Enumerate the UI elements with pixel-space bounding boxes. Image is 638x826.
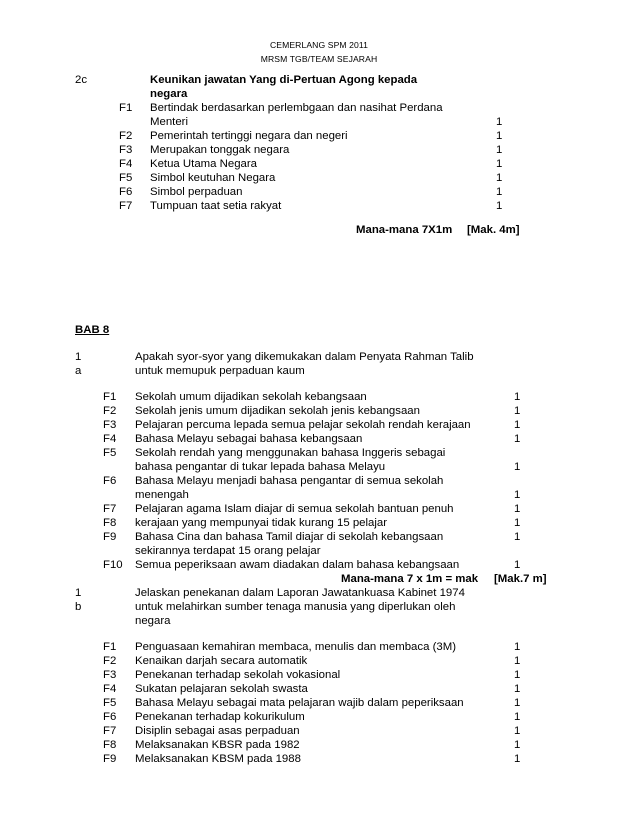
answer-text-line: Melaksanakan KBSR pada 1982 bbox=[135, 739, 300, 751]
answer-text-line: Disiplin sebagai asas perpaduan bbox=[135, 725, 300, 737]
answer-code: F3 bbox=[103, 669, 117, 681]
answer-code: F6 bbox=[103, 475, 117, 487]
answer-mark: 1 bbox=[514, 711, 521, 723]
answer-text-line: Bahasa Cina dan bahasa Tamil diajar di sekolah kebangsaan bbox=[135, 531, 444, 543]
answer-code: F7 bbox=[103, 725, 117, 737]
answer-mark: 1 bbox=[514, 739, 521, 751]
answer-mark: 1 bbox=[514, 725, 521, 737]
answer-mark: 1 bbox=[514, 683, 521, 695]
answer-text-line: Semua peperiksaan awam diadakan dalam bahasa kebangsaan bbox=[135, 559, 460, 571]
question-part: b bbox=[75, 601, 82, 613]
answer-code: F7 bbox=[119, 200, 133, 212]
answer-text-line: Merupakan tonggak negara bbox=[150, 144, 290, 156]
answer-mark: 1 bbox=[496, 144, 503, 156]
answer-text-line: Menteri bbox=[150, 116, 188, 128]
answer-code: F9 bbox=[103, 753, 117, 765]
answer-mark: 1 bbox=[514, 559, 521, 571]
answer-mark: 1 bbox=[514, 697, 521, 709]
answer-text-line: Penekanan terhadap sekolah vokasional bbox=[135, 669, 341, 681]
answer-mark: 1 bbox=[496, 130, 503, 142]
answer-mark: 1 bbox=[496, 186, 503, 198]
answer-code: F6 bbox=[103, 711, 117, 723]
answer-code: F7 bbox=[103, 503, 117, 515]
answer-text-line: bahasa pengantar di tukar lepada bahasa Melayu bbox=[135, 461, 386, 473]
answer-code: F1 bbox=[103, 641, 117, 653]
answer-mark: 1 bbox=[514, 669, 521, 681]
scoring-summary: Mana-mana 7 x 1m = mak bbox=[341, 573, 479, 585]
answer-mark: 1 bbox=[514, 461, 521, 473]
answer-code: F4 bbox=[103, 683, 117, 695]
answer-mark: 1 bbox=[514, 517, 521, 529]
question-number: 1 bbox=[75, 587, 82, 599]
answer-mark: 1 bbox=[514, 503, 521, 515]
header-line-1: CEMERLANG SPM 2011 bbox=[269, 40, 369, 50]
answer-code: F2 bbox=[103, 655, 117, 667]
question-number: 2c bbox=[75, 74, 88, 86]
answer-mark: 1 bbox=[514, 405, 521, 417]
answer-code: F8 bbox=[103, 739, 117, 751]
answer-text-line: sekirannya terdapat 15 orang pelajar bbox=[135, 545, 321, 557]
answer-text-line: Sukatan pelajaran sekolah swasta bbox=[135, 683, 308, 695]
answer-mark: 1 bbox=[514, 753, 521, 765]
answer-code: F1 bbox=[103, 391, 117, 403]
answer-mark: 1 bbox=[514, 419, 521, 431]
answer-code: F8 bbox=[103, 517, 117, 529]
answer-text-line: Simbol perpaduan bbox=[150, 186, 243, 198]
answer-text-line: Pemerintah tertinggi negara dan negeri bbox=[150, 130, 348, 142]
question-text-line: negara bbox=[135, 615, 171, 627]
question-text-line: Jelaskan penekanan dalam Laporan Jawatankuasa Kabinet 1974 bbox=[135, 587, 465, 599]
scoring-summary: Mana-mana 7X1m bbox=[356, 224, 453, 236]
question-text-line: Apakah syor-syor yang dikemukakan dalam Penyata Rahman Talib bbox=[135, 351, 474, 363]
answer-mark: 1 bbox=[496, 172, 503, 184]
answer-text-line: Ketua Utama Negara bbox=[150, 158, 258, 170]
answer-text-line: Bahasa Melayu menjadi bahasa pengantar di semua sekolah bbox=[135, 475, 444, 487]
answer-text-line: Bahasa Melayu sebagai bahasa kebangsaan bbox=[135, 433, 363, 445]
question-text-line: untuk memupuk perpaduan kaum bbox=[135, 365, 305, 377]
answer-mark: 1 bbox=[514, 433, 521, 445]
answer-code: F4 bbox=[119, 158, 133, 170]
answer-mark: 1 bbox=[514, 391, 521, 403]
answer-text-line: menengah bbox=[135, 489, 189, 501]
header-line-2: MRSM TGB/TEAM SEJARAH bbox=[260, 54, 378, 64]
answer-text-line: Penekanan terhadap kokurikulum bbox=[135, 711, 305, 723]
answer-text-line: Simbol keutuhan Negara bbox=[150, 172, 276, 184]
answer-text-line: kerajaan yang mempunyai tidak kurang 15 pelajar bbox=[135, 517, 388, 529]
answer-text-line: Pelajaran agama Islam diajar di semua sekolah bantuan penuh bbox=[135, 503, 454, 515]
max-mark: [Mak. 4m] bbox=[467, 224, 520, 236]
answer-code: F6 bbox=[119, 186, 133, 198]
answer-text-line: Sekolah jenis umum dijadikan sekolah jenis kebangsaan bbox=[135, 405, 420, 417]
answer-text-line: Penguasaan kemahiran membaca, menulis dan membaca (3M) bbox=[135, 641, 456, 653]
question-text-line: Keunikan jawatan Yang di-Pertuan Agong kepada bbox=[150, 74, 418, 86]
answer-text-line: Melaksanakan KBSM pada 1988 bbox=[135, 753, 301, 765]
answer-text-line: Tumpuan taat setia rakyat bbox=[150, 200, 282, 212]
answer-code: F3 bbox=[103, 419, 117, 431]
answer-code: F1 bbox=[119, 102, 133, 114]
answer-text-line: Bahasa Melayu sebagai mata pelajaran wajib dalam peperiksaan bbox=[135, 697, 464, 709]
chapter-title: BAB 8 bbox=[75, 324, 110, 336]
answer-code: F4 bbox=[103, 433, 117, 445]
answer-mark: 1 bbox=[514, 489, 521, 501]
answer-code: F2 bbox=[103, 405, 117, 417]
max-mark: [Mak.7 m] bbox=[494, 573, 547, 585]
answer-code: F5 bbox=[119, 172, 133, 184]
answer-code: F5 bbox=[103, 447, 117, 459]
answer-mark: 1 bbox=[514, 531, 521, 543]
question-number: 1 bbox=[75, 351, 82, 363]
answer-text-line: Sekolah rendah yang menggunakan bahasa Inggeris sebagai bbox=[135, 447, 446, 459]
question-text-line: untuk melahirkan sumber tenaga manusia yang diperlukan oleh bbox=[135, 601, 456, 613]
answer-text-line: Pelajaran percuma lepada semua pelajar sekolah rendah kerajaan bbox=[135, 419, 471, 431]
answer-code: F9 bbox=[103, 531, 117, 543]
answer-mark: 1 bbox=[496, 116, 503, 128]
answer-code: F3 bbox=[119, 144, 133, 156]
answer-text-line: Kenaikan darjah secara automatik bbox=[135, 655, 308, 667]
answer-mark: 1 bbox=[514, 655, 521, 667]
question-part: a bbox=[75, 365, 82, 377]
question-text-line: negara bbox=[150, 88, 188, 100]
answer-code: F10 bbox=[103, 559, 123, 571]
answer-mark: 1 bbox=[496, 200, 503, 212]
answer-mark: 1 bbox=[514, 641, 521, 653]
answer-text-line: Sekolah umum dijadikan sekolah kebangsaan bbox=[135, 391, 367, 403]
answer-text-line: Bertindak berdasarkan perlembgaan dan nasihat Perdana bbox=[150, 102, 443, 114]
answer-code: F2 bbox=[119, 130, 133, 142]
answer-code: F5 bbox=[103, 697, 117, 709]
answer-mark: 1 bbox=[496, 158, 503, 170]
